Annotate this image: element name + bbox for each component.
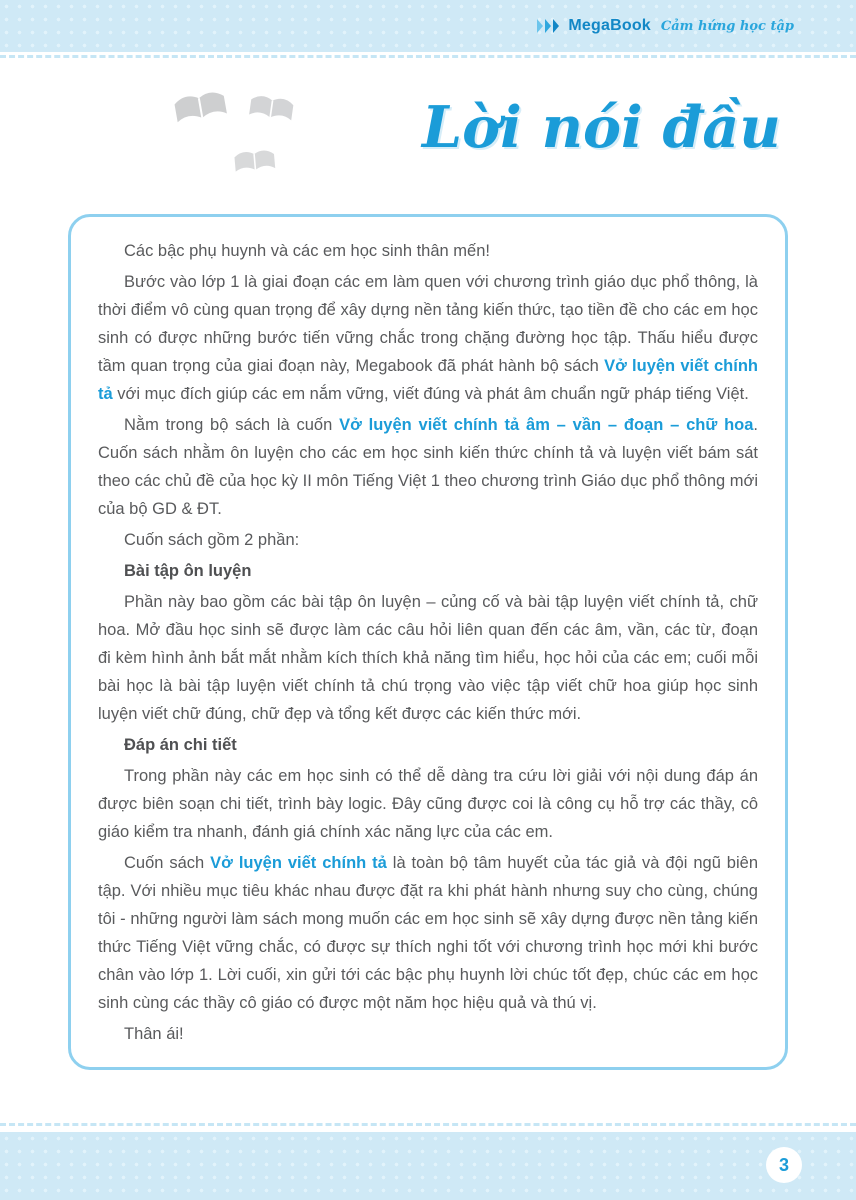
accent-text: Vở luyện viết chính tả [98, 357, 758, 403]
body-text: với mục đích giúp các em nắm vững, viết đúng và phát âm chuẩn ngữ pháp tiếng Việt. [112, 385, 749, 403]
accent-text: Vở luyện viết chính tả [210, 854, 387, 872]
body-text: Nằm trong bộ sách là cuốn [124, 416, 340, 434]
book-icon [244, 89, 299, 135]
body-text: Bước vào lớp 1 là giai đoạn các em làm quen với chương trình giáo dục phổ thông, là thời điểm vô cùng quan trọng để xây dựng nền tảng kiến thức, tạo tiền đề cho các em học sinh có được những bước tiến vững chắc trong chặng đường học tập. Thấu hiểu được tầm quan trọng của giai đoạn này, Megabook đã phát hành bộ sách [98, 273, 758, 375]
paragraph [98, 526, 758, 554]
paragraph [98, 268, 758, 408]
body-text: Phần này bao gồm các bài tập ôn luyện – củng cố và bài tập luyện viết chính tả, chữ hoa. Mở đầu học sinh sẽ được làm các câu hỏi liên quan đến các âm, vần, các từ, đoạn đi kèm hình ảnh bắt mắt nhằm kích thích khả năng tìm hiểu, học hỏi của các em; cuối mỗi bài học là bài tập luyện viết chính tả chú trọng vào việc tập viết chữ hoa giúp học sinh luyện viết chữ đúng, chữ đẹp và tổng kết được các kiến thức mới. [98, 593, 758, 723]
paragraph [98, 411, 758, 523]
body-text: Đáp án chi tiết [124, 736, 237, 754]
body-text: . Cuốn sách nhằm ôn luyện cho các em học sinh kiến thức chính tả và luyện viết bám sát theo các chủ đề của học kỳ II môn Tiếng Việt 1 theo chương trình Giáo dục phổ thông mới của bộ GD & ĐT. [98, 416, 759, 518]
book-icon [230, 144, 279, 185]
body-text: Bài tập ôn luyện [124, 562, 252, 580]
paragraph [98, 237, 758, 265]
page-title: Lời nói đầu [422, 94, 781, 161]
page-number: 3 [778, 1154, 789, 1175]
body-text: là toàn bộ tâm huyết của tác giả và đội ngũ biên tập. Với nhiều mục tiêu khác nhau được đặt ra khi phát hành nhưng suy cho cùng, chúng tôi - những người làm sách mong muốn các em học sinh sẽ xây dựng được nền tảng kiến thức Tiếng Việt vững chắc, có được sự thích nghi tốt với chương trình học mới khi bước chân vào lớp 1. Lời cuối, xin gửi tới các bậc phụ huynh lời chúc tốt đẹp, chúc các em học sinh cùng các thầy cô giáo có được một năm học hiệu quả và thú vị. [98, 854, 759, 1012]
megabook-logo-icon [536, 18, 562, 34]
paragraph [98, 849, 758, 1017]
preface-body [98, 237, 758, 1048]
accent-text: Vở luyện viết chính tả âm – vần – đoạn – chữ hoa [339, 416, 754, 434]
body-text: Cuốn sách [124, 854, 211, 872]
section-heading [98, 557, 758, 585]
book-icon [169, 83, 234, 137]
footer-dashed-line [0, 1123, 856, 1126]
paragraph [98, 588, 758, 728]
body-text: Thân ái! [124, 1025, 184, 1043]
paragraph [98, 762, 758, 846]
title-area [0, 58, 856, 208]
logo-text: MegaBook [568, 17, 651, 34]
body-text: Trong phần này các em học sinh có thể dễ dàng tra cứu lời giải với nội dung đáp án được biên soạn chi tiết, trình bày logic. Đây cũng được coi là công cụ hỗ trợ các thầy, cô giáo kiểm tra nhanh, đánh giá chính xác năng lực của các em. [98, 767, 758, 841]
footer-band [0, 1132, 856, 1200]
body-text: Cuốn sách gồm 2 phần: [124, 531, 300, 549]
paragraph [98, 1020, 758, 1048]
megabook-logo [536, 17, 794, 35]
section-heading [98, 731, 758, 759]
page-number-badge [766, 1147, 802, 1183]
header-band [0, 0, 856, 52]
body-text: Các bậc phụ huynh và các em học sinh thân mến! [124, 242, 490, 260]
preface-box [68, 214, 788, 1070]
logo-tagline: Cảm hứng học tập [660, 18, 794, 34]
